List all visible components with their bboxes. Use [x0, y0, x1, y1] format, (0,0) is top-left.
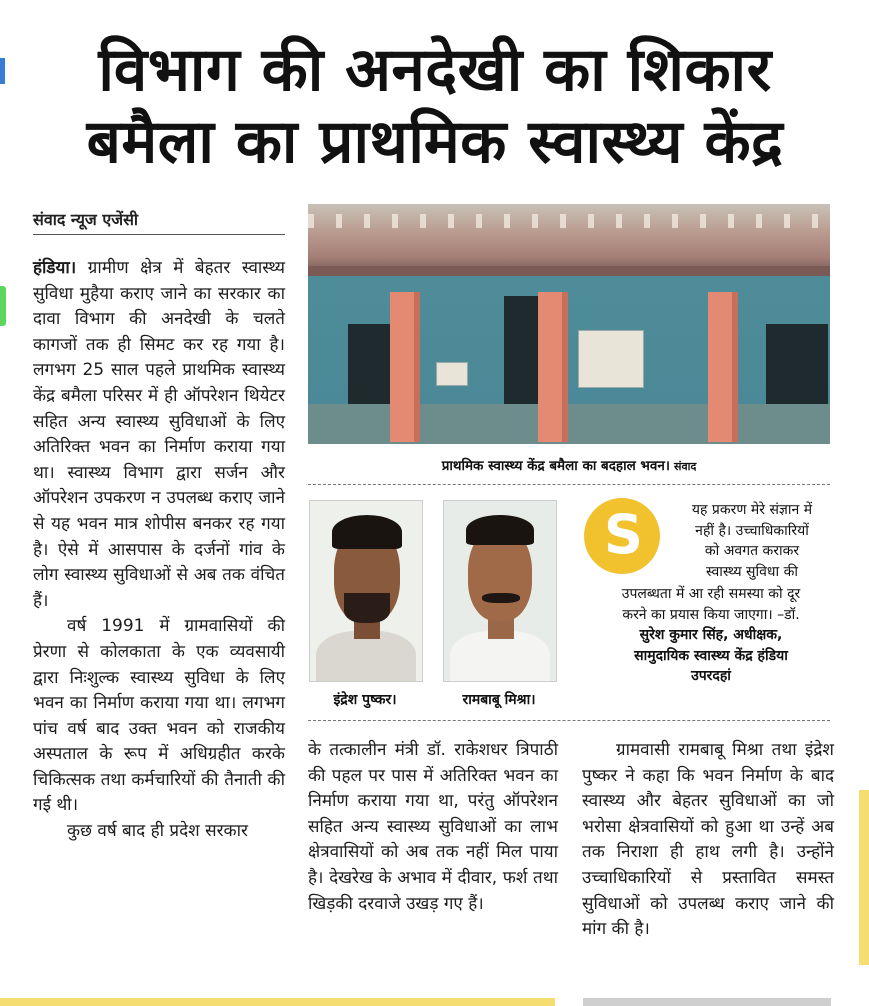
official-quote-top [664, 500, 840, 582]
dateline: हंडिया। [33, 258, 77, 278]
building-photo [308, 204, 830, 444]
portrait-photo-2 [443, 500, 557, 682]
photo-pillar-2 [538, 292, 568, 442]
quote-line-3: को अवगत कराकर [704, 543, 800, 560]
photo-caption-credit: संवाद [674, 460, 697, 473]
col2-paragraph: के तत्कालीन मंत्री डॉ. राकेशधर त्रिपाठी की पहल पर पास में अतिरिक्त भवन का निर्माण कराया गया था, परंतु ऑपरेशन सहित अन्य स्वास्थ्य सुविधाओं का लाभ क्षेत्रवासियों को अब तक नहीं मिल पाया है। देखरेख के अभाव में दीवार, फर्श तथा खिड़की दरवाजे उखड़ गए हैं। [308, 740, 558, 914]
quote-attribution-place: उपरदहां [691, 668, 731, 685]
quote-line-1: यह प्रकरण मेरे संज्ञान में [691, 502, 813, 518]
photo-parapet-detail [308, 214, 830, 228]
publication-logo-glyph-icon: S [604, 503, 643, 566]
article-column-1 [33, 256, 285, 845]
headline-line-2: बमैला का प्राथमिक स्वास्थ्य केंद्र [86, 107, 784, 177]
adjacent-article-edge [859, 790, 869, 965]
photo-floor [308, 404, 830, 444]
photo-caption-text: प्राथमिक स्वास्थ्य केंद्र बमैला का बदहाल भवन। [441, 458, 671, 474]
quote-attribution-name: सुरेश कुमार सिंह, अधीक्षक, [639, 627, 783, 644]
byline-rule [33, 234, 285, 235]
section-divider-bottom [308, 720, 830, 721]
adjacent-article-bar-right [583, 998, 831, 1006]
quote-line-5: उपलब्धता में आ रही समस्या को दूर [621, 586, 801, 602]
portrait-2-hair [466, 515, 534, 545]
col1-paragraph-1: ग्रामीण क्षेत्र में बेहतर स्वास्थ्य सुविधा मुहैया कराए जाने का सरकार का दावा विभाग की अनदेखी के चलते कागजों तक ही सिमट कर रह गया है। लगभग 25 साल पहले प्राथमिक स्वास्थ्य केंद्र बमैला परिसर में ही ऑपरेशन थियेटर सहित अन्य स्वास्थ्य सुविधाओं के लिए अतिरिक्त भवन का निर्माण कराया गया था। स्वास्थ्य विभाग द्वारा सर्जन और ऑपरेशन उपकरण न उपलब्ध कराए जाने से यह भवन मात्र शोपीस बनकर रह गया है। ऐसे में आसपास के दर्जनों गांव के लोग स्वास्थ्य सुविधाओं से अब तक वंचित हैं। [33, 258, 285, 611]
photo-pillar-1 [390, 292, 420, 442]
official-quote-bottom [580, 584, 842, 687]
photo-caption [308, 456, 830, 474]
section-divider-top [308, 484, 830, 485]
quote-line-2: नहीं है। उच्चाधिकारियों [695, 522, 809, 539]
portrait-photo-1 [309, 500, 423, 682]
photo-wall-sign [436, 362, 468, 386]
quote-line-6: करने का प्रयास किया जाएगा। –डॉ. [622, 606, 800, 623]
photo-wall-poster [578, 330, 644, 388]
quote-attribution-office: सामुदायिक स्वास्थ्य केंद्र हंडिया [634, 647, 788, 664]
adjacent-article-bar-left [0, 998, 555, 1006]
side-tab-marker [0, 286, 6, 326]
portrait-1-hair [332, 515, 402, 549]
byline: संवाद न्यूज एजेंसी [33, 210, 139, 229]
photo-pillar-3 [708, 292, 738, 442]
col3-paragraph: ग्रामवासी रामबाबू मिश्रा तथा इंद्रेश पुष्कर ने कहा कि भवन निर्माण के बाद स्वास्थ्य और बेहतर सुविधाओं का जो भरोसा क्षेत्रवासियों को हुआ था उन्हें अब तक निराशा ही हाथ लगी है। उन्होंने उच्चाधिकारियों से प्रस्तावित समस्त सुविधाओं को उपलब्ध कराए जाने की मांग की है। [582, 740, 834, 940]
portrait-1-name: इंद्रेश पुष्कर। [333, 692, 397, 708]
page-edge-mark [0, 58, 5, 84]
col1-paragraph-2: वर्ष 1991 में ग्रामवासियों की प्रेरणा से कोलकाता के एक व्यवसायी द्वारा निःशुल्क स्वास्थ्य सुविधा के लिए भवन का निर्माण कराया गया था। लगभग पांच वर्ष बाद उक्त भवन को राजकीय अस्पताल के रूप में अधिग्रहीत करके चिकित्सक तथा कर्मचारियों की तैनाती की गई थी। [33, 616, 285, 816]
article-column-3 [582, 738, 834, 943]
col1-paragraph-3: कुछ वर्ष बाद ही प्रदेश सरकार [67, 821, 248, 842]
portrait-1-beard [344, 593, 390, 623]
photo-roofline [308, 266, 830, 276]
photo-door-2 [504, 296, 540, 406]
quote-line-4: स्वास्थ्य सुविधा की [706, 563, 798, 580]
portrait-2-moustache [482, 593, 520, 603]
headline-line-1: विभाग की अनदेखी का शिकार [98, 35, 772, 105]
article-column-2 [308, 738, 558, 917]
portrait-2-name: रामबाबू मिश्रा। [462, 692, 536, 708]
